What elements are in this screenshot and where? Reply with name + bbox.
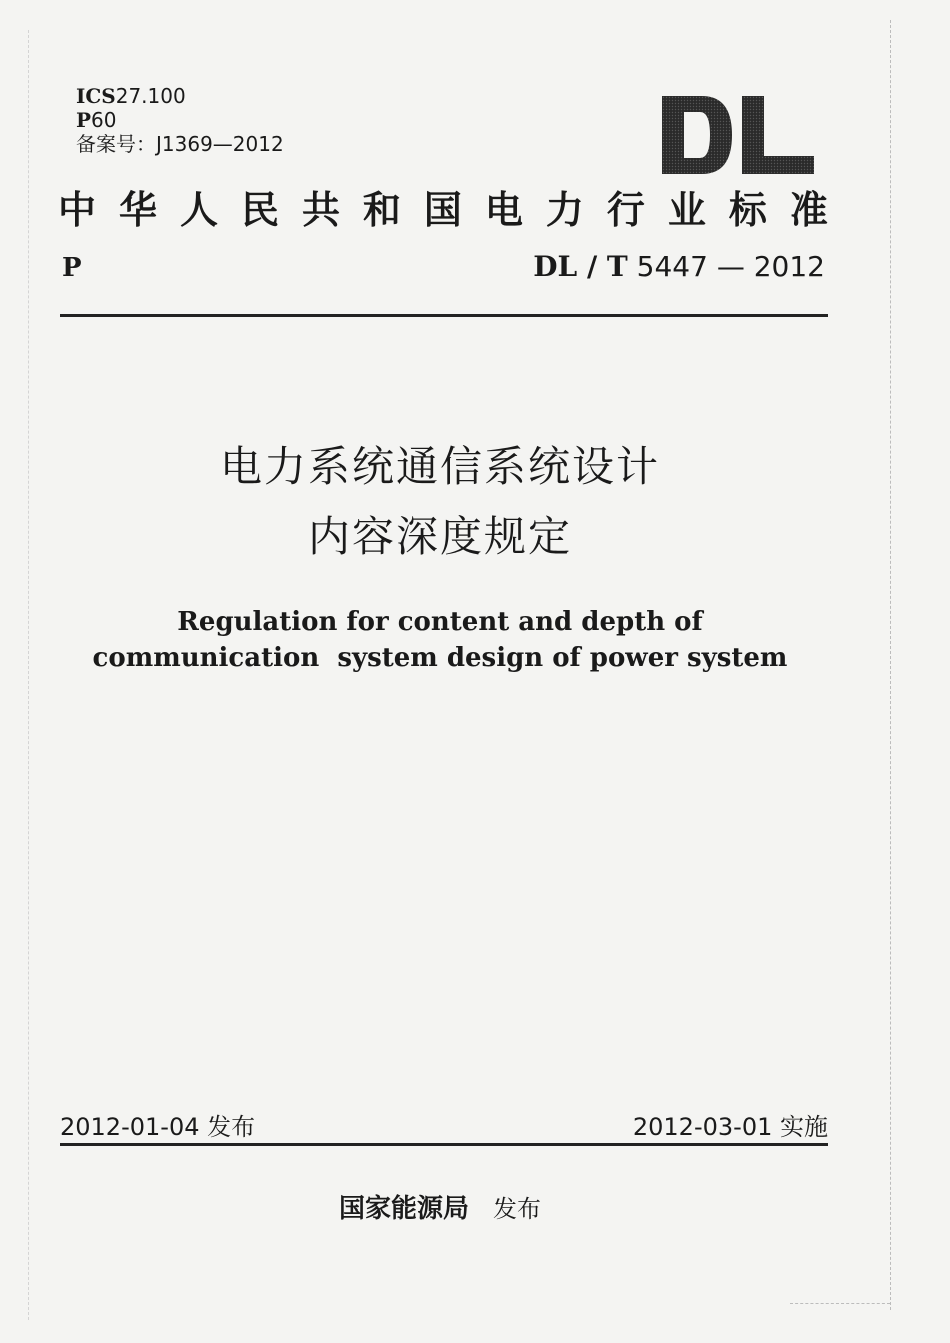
standard-prefix: DL / T — [533, 250, 628, 283]
standard-name-char: 电 — [484, 187, 523, 232]
title-chinese — [0, 432, 880, 572]
standard-name-char: 力 — [545, 187, 584, 232]
record-line — [76, 132, 284, 156]
standard-number — [533, 250, 825, 283]
standard-name-char: 民 — [240, 187, 279, 232]
dl-logo — [662, 96, 814, 174]
effective-label: 实施 — [780, 1113, 828, 1141]
issue-date-block — [60, 1107, 255, 1142]
p-label: P — [76, 108, 92, 132]
issue-label: 发布 — [207, 1113, 256, 1141]
classification-block — [76, 84, 284, 156]
standard-name-char: 中 — [58, 187, 97, 232]
scan-margin-corner — [790, 1303, 890, 1304]
issue-date: 2012-01-04 — [60, 1113, 200, 1141]
record-label: 备案号： — [76, 132, 156, 156]
standard-name-char: 国 — [423, 187, 462, 232]
effective-date-block — [633, 1107, 828, 1142]
ics-line — [76, 84, 284, 108]
scan-margin-right — [890, 20, 891, 1310]
ics-code: 27.100 — [115, 84, 186, 108]
standard-number-value: 5447 — 2012 — [636, 250, 825, 283]
title-english — [0, 604, 880, 676]
p-code: 60 — [91, 108, 117, 132]
title-cn-line-2: 内容深度规定 — [307, 512, 572, 561]
issuer-action: 发布 — [493, 1195, 541, 1223]
top-rule — [60, 314, 828, 317]
issuer-org: 国家能源局 — [338, 1194, 469, 1224]
ics-label: ICS — [76, 84, 116, 108]
record-number: J1369—2012 — [156, 132, 284, 156]
dates-row — [60, 1107, 828, 1142]
standard-name-char: 行 — [606, 187, 645, 232]
industry-standard-name — [58, 185, 828, 235]
standard-name-char: 标 — [728, 187, 767, 232]
issuer-line — [0, 1188, 880, 1225]
standard-name-char: 共 — [301, 187, 340, 232]
category-code: P — [62, 253, 82, 283]
standard-name-char: 和 — [362, 187, 401, 232]
title-cn-line-1: 电力系统通信系统设计 — [219, 442, 660, 491]
effective-date: 2012-03-01 — [632, 1113, 773, 1141]
standard-name-char: 业 — [667, 187, 706, 232]
title-en-line-1: Regulation for content and depth of — [177, 607, 703, 637]
title-en-line-2: communication system design of power system — [92, 643, 788, 673]
p-line — [76, 108, 284, 132]
standard-name-char: 准 — [789, 187, 828, 232]
bottom-rule — [60, 1143, 828, 1146]
logo-text: DL — [737, 156, 739, 157]
standard-name-char: 华 — [118, 187, 157, 232]
standard-name-char: 人 — [179, 187, 218, 232]
